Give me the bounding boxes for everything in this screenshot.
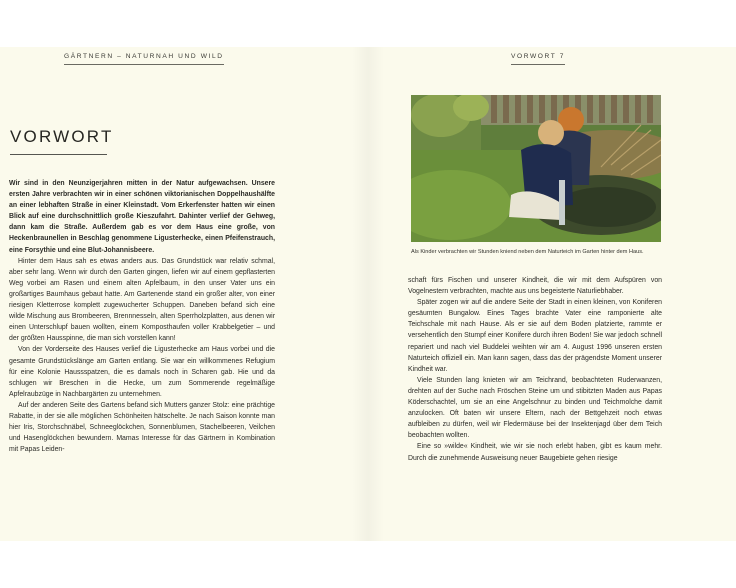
lead-paragraph: Wir sind in den Neunzigerjahren mitten in der Natur aufgewachsen. Unsere ersten Jahre verbrachten wir in einer schönen viktorianischen Doppelhaushälfte an einer lebhaften Straße in einer Kleinstadt. Vom Erkerfenster hatten wir einen Blick auf eine durchschnittlich große Kieszufahrt. Dahinter verlief der Gehweg, dann kam die Straße. Außerdem gab es vor dem Haus eine große, von Heckenbraunellen in Beschlag genommene Ligusterhecke, einen Pfeifenstrauch, eine Forsythie und eine Blut-Johannisbeere. [9, 180, 275, 254]
right-running-head: VORWORT 7 [511, 53, 565, 65]
body-paragraph: Auf der anderen Seite des Gartens befand sich Mutters ganzer Stolz: eine prächtige Rabatte, in der sie alle möglichen Schönheiten hätschelte. Je nach Saison konnte man hier Iris, Storchschnäbel, Schneeglöckchen, Sonnenblumen, Stachelbeeren, Veilchen und Hasenglöckchen bewundern. Mamas Interesse für das Gärtnern in Kombination mit Papas Leiden- [9, 401, 275, 454]
body-paragraph: schaft fürs Fischen und unserer Kindheit, die wir mit dem Aufspüren von Vogelnestern verbrachten, machte aus uns begeisterte Naturliebhaber. [408, 277, 662, 296]
left-body-text [9, 178, 275, 455]
body-paragraph: Von der Vorderseite des Hauses verlief die Ligusterhecke am Haus vorbei und die gesamte Grundstückslänge am Garten entlang. Sie war ein willkommenes Refugium für eine Kolonie Haussspatzen, die es damals noch in Scharen gab. Hie und da schlugen wir Breschen in die Hecke, um zum Sommerende regelmäßige Apfelraubzüge in Nachbargärten zu unternehmen. [9, 346, 275, 398]
body-paragraph: Später zogen wir auf die andere Seite der Stadt in einen kleinen, von Koniferen gesäumten Bungalow. Eines Tages brachte Vater eine ramponierte alte Teichschale mit nach Hause. Als er sie auf dem Boden platzierte, rammte er versehentlich den Stumpf einer Konifere durch ihren Boden! Sie war jedoch schnell repariert und nach viel Buddelei weihten wir am 4. August 1996 unseren ersten Naturteich offiziell ein. Man kann sagen, dass das der prägendste Moment unserer Kindheit war. [408, 299, 662, 373]
right-body-text [408, 275, 662, 464]
pond-photo-illustration [411, 95, 661, 242]
body-paragraph: Eine so »wilde« Kindheit, wie wir sie noch erlebt haben, gibt es kaum mehr. Durch die zunehmende Ausweisung neuer Baugebiete gehen riesige [408, 443, 662, 462]
body-paragraph: Hinter dem Haus sah es etwas anders aus. Das Grundstück war relativ schmal, aber sehr lang. Wenn wir durch den Garten gingen, liefen wir auf einem gepflasterten Weg vorbei am Rasen und einem alten Apfelbaum, in den unser Vater uns ein großartiges Baumhaus gebaut hatte. Am Gartenende stand ein großer alter, von einer riesigen Kletterrose komplett zugewucherter Schuppen. Daneben befand sich eine wilde Mischung aus Brombeeren, Brennnesseln, alten Sperrholzplatten, aus denen wir einen Unterschlupf bauen wollten, einem Komposthaufen voller Krabbelgetier – und der größten Hausspinne, die man sich vorstellen kann! [9, 257, 275, 343]
photo-caption: Als Kinder verbrachten wir Stunden kniend neben dem Naturteich im Garten hinter dem Haus. [411, 249, 644, 255]
left-running-head: GÄRTNERN – NATURNAH UND WILD [64, 53, 224, 65]
body-paragraph: Viele Stunden lang knieten wir am Teichrand, beobachteten Ruderwanzen, drehten auf der Suche nach Fröschen Steine um und stibitzten Maden aus Papas Köderschachtel, um sie an eine Angelschnur zu binden und Teichmolche damit anzulocken. Oft baten wir unsere Eltern, nach der Bettgehzeit noch etwas aufbleiben zu dürfen, weil wir Fledermäuse bei der Insektenjagd über dem Teich beobachten wollten. [408, 376, 662, 440]
pond-photo [411, 95, 661, 242]
left-page [0, 47, 368, 541]
title-underline [10, 154, 107, 155]
book-spread [0, 47, 736, 541]
right-page [368, 47, 736, 541]
chapter-title: VORWORT [10, 127, 114, 146]
